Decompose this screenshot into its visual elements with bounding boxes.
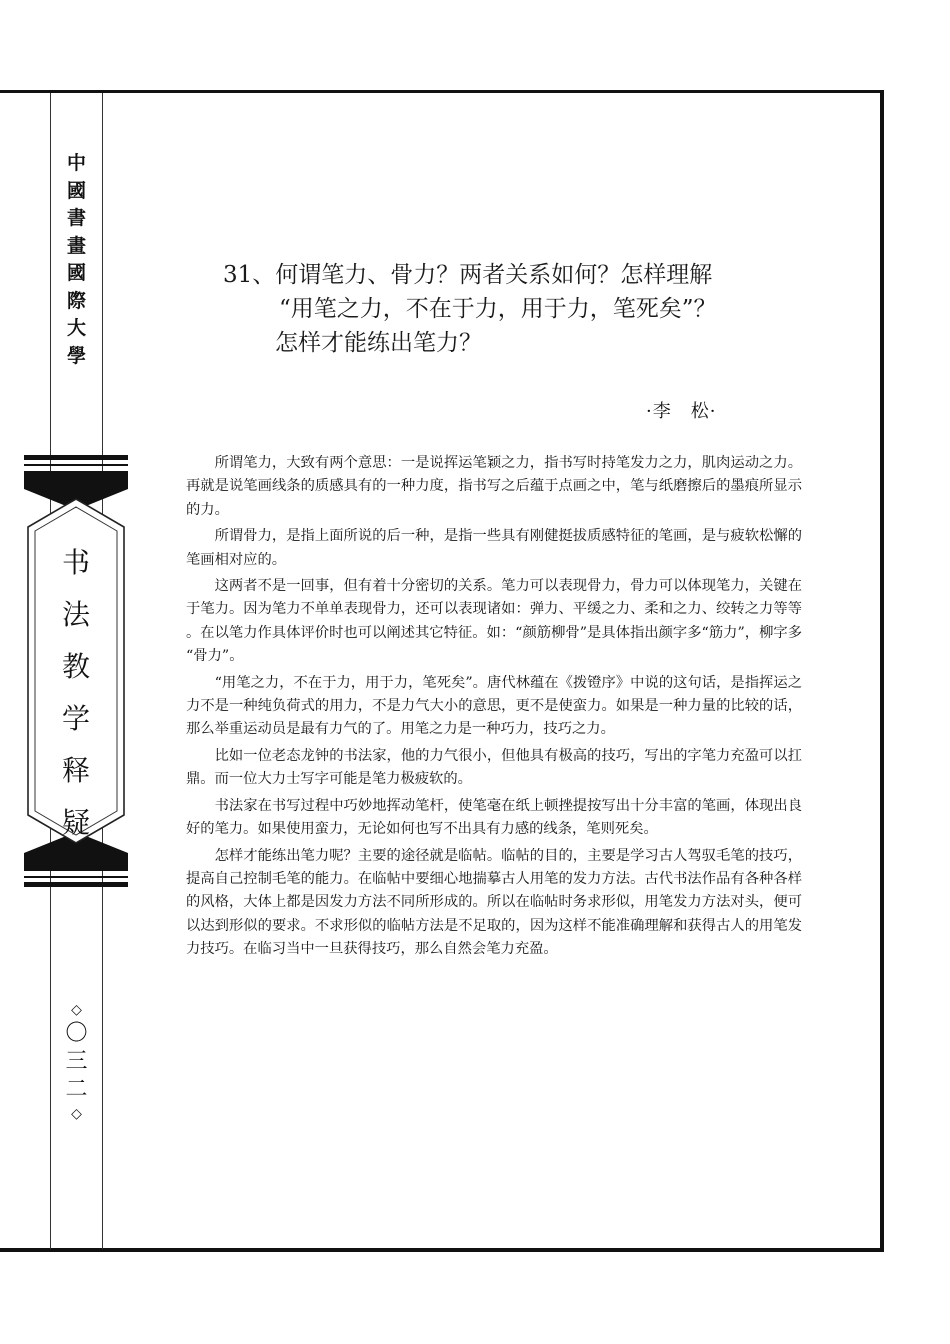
running-title [50,150,103,370]
topic-char: 疑 [61,806,90,839]
body-paragraph: 怎样才能练出笔力呢？主要的途径就是临帖。临帖的目的，主要是学习古人驾驭毛笔的技巧，提高自己控制毛笔的能力。在临帖中要细心地揣摹古人用笔的发力方法。古代书法作品有各种各样的风格，大体上都是因发力方法不同所形成的。所以在临帖时务求形似，用笔发力方法对头，便可以达到形似的要求。不求形似的临帖方法是不足取的，因为这样不能准确理解和获得古人的用笔发力技巧。在临习当中一旦获得技巧，那么自然会笔力充盈。 [186,847,802,958]
diamond-icon: ◇ [71,1002,82,1018]
body-paragraph: 所谓骨力，是指上面所说的后一种，是指一些具有刚健挺拔质感特征的笔画，是与疲软松懈的笔画相对应的。 [186,528,802,568]
body-paragraph: “用笔之力，不在于力，用于力，笔死矣”。唐代林蕴在《拨镫序》中说的这句话，是指挥运之力不是一种纯负荷式的用力，不是力气大小的意思，更不是使蛮力。如果是一种力量的比较的话，那么举重运动员是最有力气的了。用笔之力是一种巧力，技巧之力。 [186,674,802,738]
running-title-char: 國 [66,179,86,202]
article-author: ·李 松· [646,401,717,422]
topic-char: 法 [61,598,90,631]
topic-char: 释 [61,754,90,787]
body-paragraph: 比如一位老态龙钟的书法家，他的力气很小，但他具有极高的技巧，写出的字笔力充盈可以扛鼎。而一位大力士写字可能是笔力极疲软的。 [186,747,802,788]
article-body [186,452,802,965]
diamond-icon: ◇ [71,1106,82,1122]
topic-char: 书 [61,546,90,579]
body-paragraph: 这两者不是一回事，但有着十分密切的关系。笔力可以表现骨力，骨力可以体现笔力，关键在于笔力。因为笔力不单单表现骨力，还可以表现诸如：弹力、平缓之力、柔和之力、绞转之力等等。在以笔力作具体评价时也可以阐述其它特征。如：“颜筋柳骨”是具体指出颜字多“筋力”，柳字多“骨力”。 [186,578,802,665]
page-number-char: 二 [65,1077,88,1102]
page-number [50,1000,103,1124]
running-title-char: 書 [66,207,86,229]
body-paragraph: 书法家在书写过程中巧妙地挥动笔杆，使笔毫在纸上顿挫提按写出十分丰富的笔画，体现出良好的笔力。如果使用蛮力，无论如何也写不出具有力感的线条，笔则死矣。 [186,797,802,838]
running-title-char: 際 [66,289,86,312]
running-title-char: 學 [66,344,86,367]
running-title-char: 畫 [66,234,86,257]
running-title-char: 國 [66,262,86,284]
article-title-line: 怎样才能练出笔力？ [275,330,482,356]
topic-title [20,537,132,849]
running-title-char: 大 [66,317,86,339]
page-number-char: 三 [65,1049,88,1074]
topic-emblem [20,455,132,887]
article-title [215,258,815,360]
body-paragraph: 所谓笔力，大致有两个意思：一是说挥运笔颖之力，指书写时持笔发力之力，肌肉运动之力。再就是说笔画线条的质感具有的一种力度，指书写之后蕴于点画之中，笔与纸磨擦后的墨痕所显示的力。 [186,455,802,518]
page-number-char: 〇 [65,1021,88,1046]
topic-char: 学 [61,702,90,735]
running-title-char: 中 [66,152,86,174]
topic-char: 教 [61,650,90,683]
article-title-line: “用笔之力，不在于力，用于力，笔死矣”？ [279,296,717,322]
article-title-line: 31、何谓笔力、骨力？两者关系如何？怎样理解 [223,262,713,288]
